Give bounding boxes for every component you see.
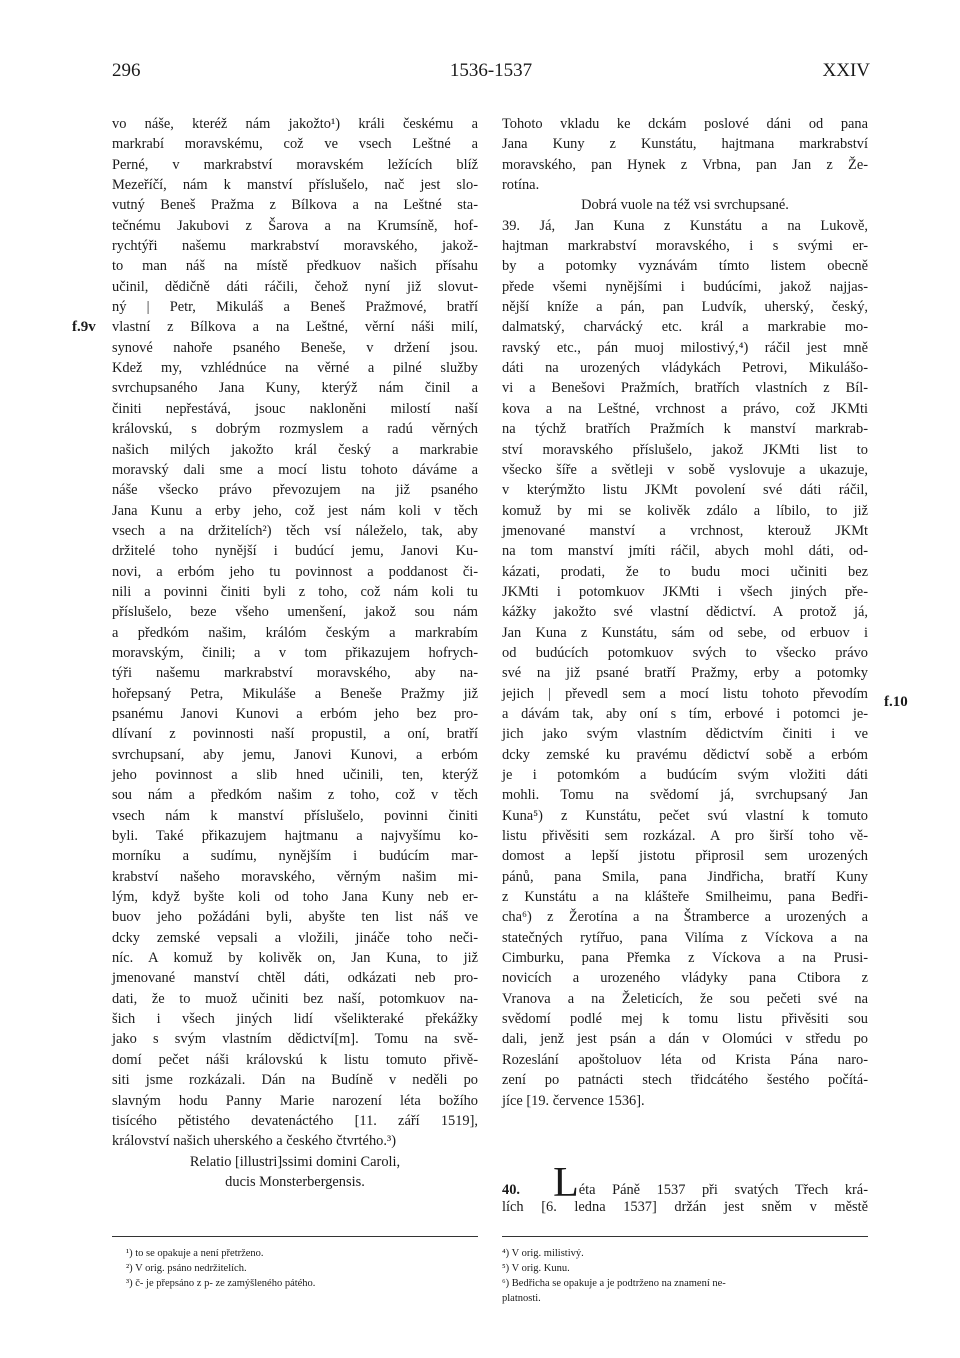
text-line: statečných rytířuo, pana Vilíma z Víckova a na [502,929,868,946]
footnote-rule-left [112,1236,478,1237]
text-line: Vranova a na Želeticích, že sou pečeti své na [502,990,868,1007]
text-line: jmenované manství a vrchnost, kterouž JKMt [502,522,868,539]
text-line: a dávám tak, aby oní s tím, erbové i potomci je- [502,705,868,722]
text-line: Kuna⁵) z Kunstátu, pečet svú vlastní k tomuto [502,807,868,824]
text-line: jeho povinnost a slib hned učinili, ten, kterýž [112,767,478,783]
drop-cap-letter: L [553,1160,579,1206]
right-text-column [502,114,868,1111]
text-line: dcky zemské vepsali a vložili, jináče toho neči- [112,929,478,946]
text-line: dáti na urozených vládykách Petrovi, Mikulášo- [502,360,868,377]
text-line: lým, když byšte koli od toho Jana Kuny neb er- [112,889,478,906]
text-line: ¹) to se opakuje a není přetrženo. [126,1248,264,1259]
text-line: siti jsme rozkázali. Dán na Budíně v neděli po [112,1072,478,1089]
text-line: Perné, v markrabství moravském ležících blíž [112,156,478,173]
text-line: šich i všech jiných lidí všelikteraké překážky [112,1011,478,1028]
text-line: jmenované manství chtěl dáti, odkázati neb pro- [112,970,478,987]
text-line: týři našemu markrabství moravského, aby na- [112,665,478,682]
text-line: nější kníže a pán, pan Ludvík, uherský, český, [502,299,868,316]
page-number: 296 [112,60,141,81]
text-line: moravským, činili; a v tom přikazujem hofrych- [112,644,478,661]
text-line: činiti nepřestává, jsouc nakloněni milostí naší [112,400,478,417]
text-line: náše všecko právo převozujem na již psaného [112,482,478,499]
text-line: 39. Já, Jan Kuna z Kunstátu a na Lukově, [502,217,868,234]
text-line: moravský dali sme a mocí listu tohoto dáváme a [112,461,478,478]
text-line: kázati, prodati, že to budu moci učiniti bez [502,563,868,580]
text-line: markrabí moravskému, což ve vsech Leštné a [112,136,478,153]
text-line: dlívaní z povinnosti naší propustil, a oní, bratří [112,726,478,743]
text-line: ravský etc., pán muoj milostivý,⁴) ráčil jest mně [502,339,868,356]
text-line: všecko šíře a světleji v sobě vyslovuje a ukazuje, [502,461,868,478]
text-line: to man náš na místě předkuov našich přísahu [112,258,478,275]
text-line: na tom manství jmíti ráčil, abych mohl dáti, od- [502,543,868,560]
folio-note-left: f.9v [72,319,96,335]
footnotes-left [126,1246,478,1291]
text-line: ství moravského příslušelo, jakož JKMti list to [502,441,868,458]
text-line: na týchž bratřích Pražmích k manství markrab- [502,421,868,438]
text-line: království našich uherského a českého čtvrtého.³) [112,1133,397,1150]
text-line: pánů, pana Smila, pana Jindřicha, bratří Kuny [502,868,868,885]
text-line: vsech a na držitelích²) těch vsí náleželo, tak, aby [112,522,478,539]
text-line: a předkóm našim, králóm českým a markrabím [112,624,478,641]
text-line: jejich | převedl sem a mocí listu tohoto převodím [502,685,868,702]
section-40-line-2: lích [6. ledna 1537] držán jest sněm v městě [502,1199,868,1216]
text-line: dati, že to muož učiniti bez naší, potomkuov na- [112,990,478,1007]
text-line: Tohoto vkladu ke dckám poslové dáni od pana [502,116,868,132]
text-line: vo náše, kteréž nám jakožto¹) králi českému a [112,116,478,132]
text-line: držitelé toho nynější i budúcí jemu, Janovi Ku- [112,543,478,560]
text-line: je i potomkóm a budúcím svým vložiti dáti [502,767,868,783]
text-line: vsech nám k manství příslušelo, povinni činiti [112,807,478,824]
text-line: mohli. Tomu na svědomí já, svrchupsaný Jan [502,787,868,804]
text-line: Rozeslání apoštoluov léta od Krista Pána naro- [502,1051,868,1068]
text-line: ²) V orig. psáno nedržitelích. [126,1263,247,1274]
text-line: dali, jenž jest psán a dán v Olomúci v středu po [502,1031,868,1048]
text-line: jíce [19. července 1536]. [502,1092,645,1109]
text-line: zení po patnácti stech třidcátého šestého počítá- [502,1072,868,1089]
text-line: vi a Benešovi Pražmích, bratřích vlastních z Bíl- [502,380,868,397]
text-line: rotína. [502,177,540,194]
text-line: byli. Také přikazujem hajtmanu a najvyšímu ko- [112,828,478,845]
text-line: krabství našeho moravského, věrným našim mi- [112,868,478,885]
section-40-text-1: éta Páně 1537 při svatých Třech krá- [578,1182,868,1198]
text-line: učinil, dědičně dáti ráčili, čehož nyní již slovut- [112,278,478,295]
text-line: Jan Kuna z Kunstátu, sám od sebe, od erbuov i [502,624,868,641]
text-line: JKMti i potomkuov JKMti i všech jiných pře- [502,583,868,600]
section-40-line-1 [502,1160,868,1206]
text-line: ⁴) V orig. milistivý. [502,1248,584,1259]
text-line: slavným hodu Panny Marie narození léta božího [112,1092,478,1109]
text-line: Relatio [illustri]ssimi domini Caroli, [189,1153,401,1170]
section-40-block [502,1160,868,1218]
text-line: příslušelo, beze všeho umenšení, jakož sou nám [112,604,478,621]
text-line: ³) č- je přepsáno z p- ze zamýšleného pátého. [126,1278,316,1289]
text-line: cha⁶) z Žerotína a na Štramberce a urozených a [502,909,868,926]
text-line: synové nahoře psaného Beneše, v držení jsou. [112,339,478,356]
text-line: morníku a sudímu, nynějším i budúcím mar- [112,848,478,865]
text-line: jako s svým vlastním dědictví[m]. Tomu na svě- [112,1031,478,1048]
section-roman-numeral: XXIV [822,60,870,81]
text-line: svrchupsaní, aby jemu, Janovi Kunovi, a erbóm [112,746,478,763]
left-text-column [112,114,478,1192]
text-line: svrchupsaného Jana Kuny, kterýž nám činil a [112,380,478,397]
folio-note-right: f.10 [884,694,908,710]
text-line: psanému Janovi Kunovi a erbóm jeho bez pro- [112,705,478,722]
text-line: novi, a erbóm jeho tu povinnost a poddanost či- [112,563,478,580]
text-line: od budúcích potomkuov svých to všecko právo [502,644,868,661]
text-line: tečnému Jakubovi z Šarova a na Krumsíně, hof- [112,217,478,234]
text-line: sou nám a předkóm našim z toho, což v těch [112,787,478,804]
page-header [112,60,870,90]
text-line: moravského, pan Hynek z Vrbna, pan Jan z Že- [502,156,868,173]
text-line: přede všemi nynějšími i budúcími, jakož najjas- [502,278,868,295]
text-line: Dobrá vuole na též vsi svrchupsané. [581,197,789,214]
text-line: dalmatský, charvácký etc. král a markrabie mo- [502,319,868,336]
text-line: Cimburku, pana Přemka z Víckova a na Prusi- [502,950,868,967]
footnote-rule-right [502,1236,868,1237]
text-line: listu přivěsiti sem rozkázal. A pro širší toho vě- [502,828,868,845]
text-line: hajtman markrabství moravského, i s svými er- [502,238,868,255]
text-line: nili a povinni činiti byli z toho, což nám koli tu [112,583,478,600]
text-line: jich jako svým vlastním dědictvím činiti i ve [502,726,868,743]
text-line: svědomí podlé mej k tomu listu přivěsiti sou [502,1011,868,1028]
text-line: Jana Kuny z Kunstátu, hajtmana markrabství [502,136,868,153]
text-line: Kdež my, vzhlédnúce na věrné a pilné služby [112,360,478,377]
text-line: komuž by mi se kolivěk zdálo a líbilo, to již [502,502,868,519]
text-line: ný | Petr, Mikuláš a Beneš Pražmové, bratří [112,299,478,316]
text-line: tisícého pětistého devatenáctého [11. září 1519], [112,1112,478,1129]
text-line: platnosti. [502,1293,541,1304]
text-line: ⁶) Bedřicha se opakuje a je podtrženo na znamení ne- [502,1278,726,1289]
footnotes-right [502,1246,868,1306]
text-line: královskú, s dobrým rozmyslem a radú věrných [112,421,478,438]
text-line: našich milých jakožto král český a markrabie [112,441,478,458]
text-line: vlastní z Bílkova a na Leštné, věrní náši milí, [112,319,478,336]
text-line: v kterýmžto listu JKMt povolení své dáti ráčil, [502,482,868,499]
text-line: by a potomky vyznávám tímto listem obecně [502,258,868,275]
text-line: Mezeříčí, nám k manství příslušelo, nač jest slo- [112,177,478,194]
text-line: vutný Beneš Pražma z Bílkova a na Leštné sta- [112,197,478,214]
text-line: novicích a urozeného vládyky pana Ctibora z [502,970,868,987]
text-line: rychtýři našemu markrabství moravského, jakož- [112,238,478,255]
text-line: z Kunstátu a na klášteře Smilheimu, pana Bedři- [502,889,868,906]
text-line: níc. A komuž by kolivěk on, Jan Kuna, to již [112,950,478,967]
text-line: buov jeho požádáni byli, abyšte ten list náš ve [112,909,478,926]
text-line: kova a na Leštné, vrchnost a právo, což JKMti [502,400,868,417]
text-line: ⁵) V orig. Kunu. [502,1263,570,1274]
text-line: domost a lepší jistotu připrosil sem urozených [502,848,868,865]
section-40-number: 40. [502,1182,520,1198]
text-line: hořepsaný Petra, Mikuláše a Beneše Pražmy již [112,685,478,702]
text-line: kážky jakožto své vlastní dědictví. A protož já, [502,604,868,621]
text-line: své na již psané bratří Pražmy, erby a potomky [502,665,868,682]
text-line: Jana Kunu a erby jeho, což jest nám koli v těch [112,502,478,519]
text-line: dcky zemské ku pravému dědictví sobě a erbóm [502,746,868,763]
text-line: ducis Monsterbergensis. [225,1173,365,1190]
text-line: domí pečet náši královskú k listu tomuto přivě- [112,1051,478,1068]
running-title-years: 1536-1537 [449,60,533,81]
